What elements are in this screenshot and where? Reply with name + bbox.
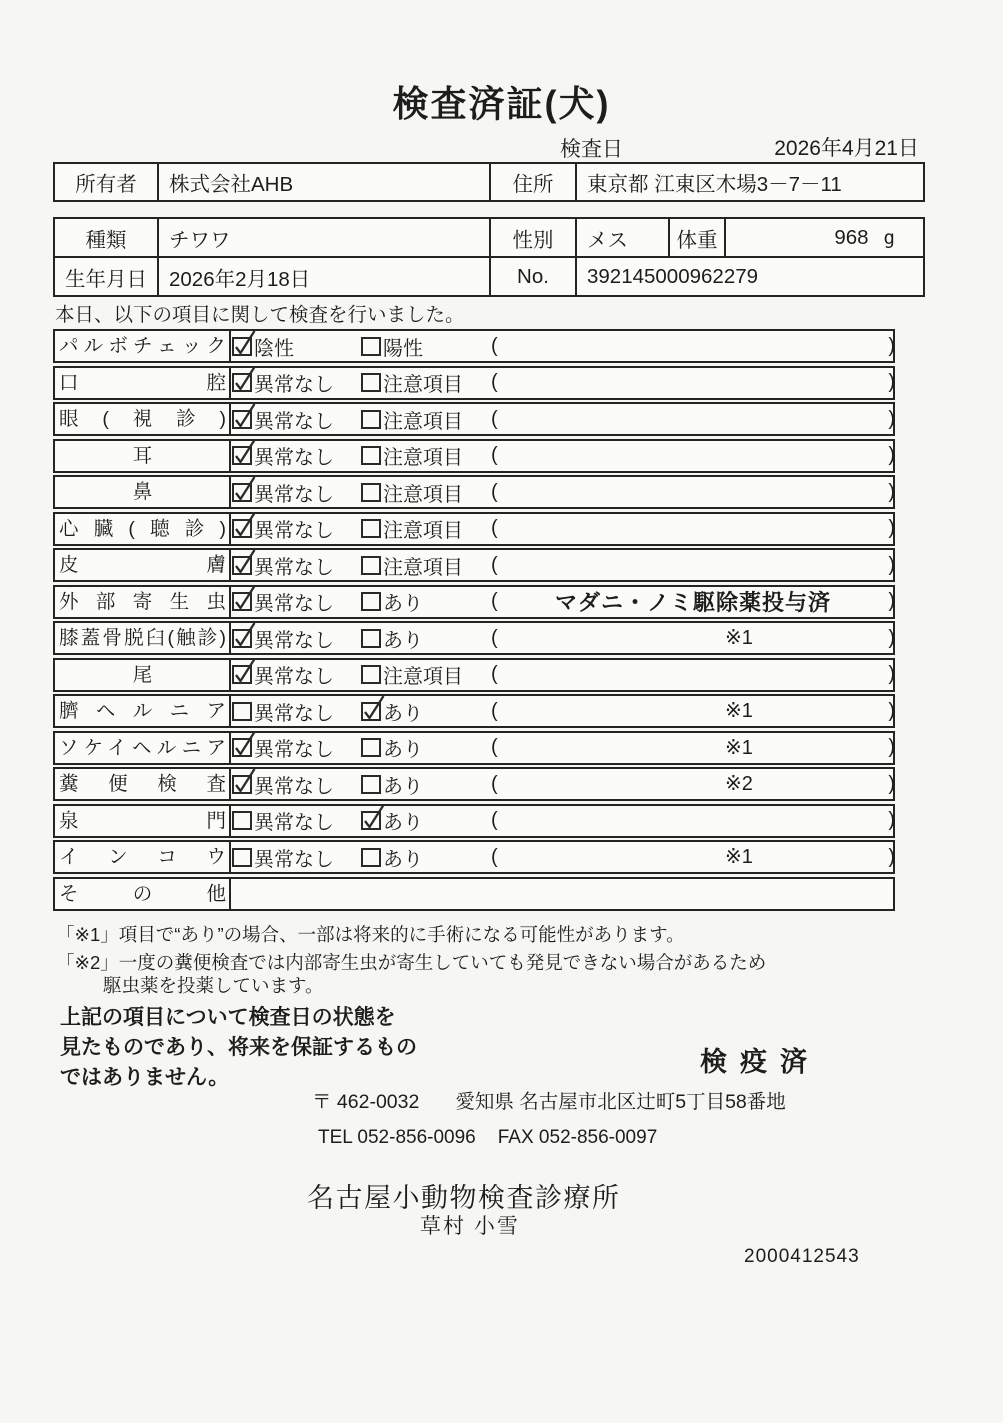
checklist-row-content (231, 404, 893, 434)
option-1 (232, 660, 334, 690)
remarks-field (491, 514, 895, 544)
checkbox-icon[interactable] (361, 848, 381, 867)
option-1-label: 異常なし (254, 483, 334, 506)
pet-table (53, 217, 925, 297)
checklist-row-content (231, 331, 893, 361)
checkbox-icon[interactable] (361, 592, 381, 611)
breed-label: 種類 (85, 228, 127, 252)
checklist-item-label: インコウ (55, 842, 231, 872)
weight-number: 968 (834, 225, 869, 249)
close-paren: ) (888, 553, 895, 576)
option-2-label: 注意項目 (383, 556, 463, 579)
option-1-label: 異常なし (254, 410, 334, 433)
check-mark-icon (231, 582, 258, 612)
breed-value: チワワ (157, 219, 489, 256)
checklist-row (53, 767, 895, 801)
checklist-item-label: 鼻 (55, 477, 231, 507)
option-1-label: 異常なし (254, 666, 334, 688)
weight-unit: g (883, 226, 895, 249)
address-value: 東京都 江東区木場3－7－11 (575, 164, 923, 200)
checkbox-icon[interactable] (232, 446, 252, 465)
open-paren: ( (491, 809, 498, 831)
checkbox-icon[interactable] (361, 483, 381, 502)
disclaimer-line-1: 上記の項目について検査日の状態を (60, 1006, 396, 1029)
open-paren: ( (491, 553, 498, 576)
checklist-row-content (231, 769, 893, 799)
option-1-label: 異常なし (254, 520, 334, 542)
clinic-address-line (312, 1086, 786, 1114)
check-mark-icon (231, 765, 258, 795)
checklist-item-label: 膝蓋骨脱臼(触診) (55, 623, 231, 653)
checkbox-icon[interactable] (232, 811, 252, 830)
checklist-item-label: 臍ヘルニア (55, 696, 231, 726)
inspection-date-label: 検査日 (560, 138, 623, 161)
checklist-row (53, 512, 895, 546)
owner-value: 株式会社AHB (157, 164, 489, 200)
pet-table-row-2 (55, 256, 923, 295)
checklist-row-content (231, 879, 893, 909)
address-label: 住所 (489, 164, 575, 200)
checkbox-icon[interactable] (361, 665, 381, 684)
veterinarian-name: 草村 小雪 (420, 1215, 520, 1238)
option-2-label: あり (383, 775, 423, 798)
checklist-row (53, 621, 895, 655)
clinic-address: 愛知県 名古屋市北区辻町5丁目58番地 (455, 1091, 786, 1113)
check-mark-icon (231, 728, 258, 758)
checklist-row-content (231, 368, 893, 398)
open-paren: ( (491, 772, 498, 795)
checkbox-icon[interactable] (361, 410, 381, 429)
option-1 (232, 368, 334, 398)
option-2-label: あり (383, 812, 423, 834)
close-paren: ) (888, 444, 895, 466)
checklist-row (53, 329, 895, 363)
postal-code: 〒 462-0032 (312, 1091, 420, 1113)
option-2 (361, 733, 423, 763)
option-1-label: 陰性 (254, 337, 294, 360)
option-1 (232, 331, 294, 361)
close-paren: ) (888, 626, 895, 649)
open-paren: ( (491, 444, 498, 466)
option-1-label: 異常なし (254, 812, 334, 834)
checklist-row-content (231, 441, 893, 471)
checklist-item-label: 泉門 (55, 806, 231, 836)
footnote-1: 「※1」項目で“あり”の場合、一部は将来的に手術になる可能性があります。 (56, 924, 685, 945)
option-2-label: あり (383, 848, 423, 871)
open-paren: ( (491, 663, 498, 685)
checklist-row (53, 658, 895, 692)
remarks-field (491, 368, 895, 398)
checkbox-icon[interactable] (361, 629, 381, 648)
option-2 (361, 550, 463, 580)
checkbox-icon[interactable] (232, 556, 252, 575)
checklist-row (53, 731, 895, 765)
check-mark-icon (231, 363, 258, 393)
option-1 (232, 842, 334, 872)
close-paren: ) (888, 699, 895, 722)
checklist-row (53, 877, 895, 911)
checkbox-icon[interactable] (232, 702, 252, 721)
option-1 (232, 441, 334, 471)
option-1-label: 異常なし (254, 593, 334, 615)
inspection-date-value: 2026年4月21日 (774, 137, 919, 160)
check-mark-icon (231, 619, 258, 649)
number-value: 392145000962279 (575, 258, 923, 295)
checklist-row (53, 840, 895, 874)
weight-value (724, 219, 923, 256)
checkbox-icon[interactable] (361, 738, 381, 757)
checklist-item-label: 皮膚 (55, 550, 231, 580)
checklist-row-content (231, 806, 893, 836)
checklist-row (53, 585, 895, 619)
remarks-field (491, 806, 895, 836)
option-2 (361, 441, 463, 471)
option-1 (232, 733, 334, 763)
clinic-tel: TEL 052-856-0096 (318, 1127, 476, 1148)
open-paren: ( (491, 590, 498, 612)
option-2-label: 注意項目 (383, 410, 463, 433)
option-2 (361, 806, 423, 836)
option-1 (232, 623, 334, 653)
option-2-label: 注意項目 (383, 447, 463, 469)
close-paren: ) (888, 809, 895, 831)
checkbox-icon[interactable] (361, 702, 381, 721)
option-2-label: 注意項目 (383, 520, 463, 542)
check-mark-icon (231, 400, 258, 430)
option-2-label: あり (383, 739, 423, 761)
checklist-row-content (231, 842, 893, 872)
checklist-row-content (231, 623, 893, 653)
option-1-label: 異常なし (254, 556, 334, 579)
option-2 (361, 477, 463, 507)
close-paren: ) (888, 517, 895, 539)
disclaimer-text (60, 1003, 417, 1093)
option-2 (361, 623, 423, 653)
check-mark-icon (231, 327, 258, 357)
checkbox-icon[interactable] (232, 592, 252, 611)
checkbox-icon[interactable] (361, 337, 381, 356)
checklist-row-content (231, 696, 893, 726)
option-2 (361, 514, 463, 544)
checklist-item-label: その他 (55, 879, 231, 909)
weight-label: 体重 (668, 219, 724, 256)
remarks-field (491, 404, 895, 434)
checkbox-icon[interactable] (232, 519, 252, 538)
check-mark-icon (231, 546, 258, 576)
checkbox-icon[interactable] (232, 665, 252, 684)
check-mark-icon (231, 655, 258, 685)
clinic-fax: FAX 052-856-0097 (497, 1127, 658, 1148)
owner-label: 所有者 (75, 173, 137, 196)
close-paren: ) (888, 371, 895, 393)
checkbox-icon[interactable] (361, 556, 381, 575)
checklist-item-label: 眼(視診) (55, 404, 231, 434)
close-paren: ) (888, 590, 895, 612)
open-paren: ( (491, 699, 498, 722)
option-1-label: 異常なし (254, 702, 334, 725)
close-paren: ) (888, 736, 895, 758)
open-paren: ( (491, 517, 498, 539)
disclaimer-line-2: 見たものであり、将来を保証するもの (60, 1036, 417, 1059)
option-1-label: 異常なし (254, 739, 334, 761)
close-paren: ) (888, 772, 895, 795)
check-mark-icon (360, 801, 387, 831)
page-title: 検査済証(犬) (392, 83, 611, 124)
option-2-label: あり (383, 629, 423, 652)
check-mark-icon (360, 692, 387, 722)
checkbox-icon[interactable] (232, 848, 252, 867)
option-2 (361, 587, 423, 617)
checklist-row (53, 402, 895, 436)
remarks-text: マダニ・ノミ駆除薬投与済 (554, 590, 831, 615)
checkbox-icon[interactable] (361, 775, 381, 794)
checkbox-icon[interactable] (232, 373, 252, 392)
checklist-item-label: 心臓(聴診) (55, 514, 231, 544)
option-1 (232, 477, 334, 507)
option-1 (232, 806, 334, 836)
checkbox-icon[interactable] (361, 373, 381, 392)
checklist-row-content (231, 660, 893, 690)
remarks-field (491, 587, 895, 617)
option-1 (232, 514, 334, 544)
close-paren: ) (888, 334, 895, 357)
remarks-field (491, 477, 895, 507)
option-1 (232, 696, 334, 726)
disclaimer-line-3: ではありません。 (60, 1066, 230, 1089)
close-paren: ) (888, 480, 895, 503)
checklist (53, 329, 895, 913)
serial-number: 2000412543 (744, 1246, 860, 1267)
remarks-field (491, 623, 895, 653)
owner-table (53, 162, 925, 202)
checklist-item-label: 耳 (55, 441, 231, 471)
close-paren: ) (888, 663, 895, 685)
option-2-label: 注意項目 (383, 483, 463, 506)
checkbox-icon[interactable] (361, 446, 381, 465)
checklist-row-content (231, 550, 893, 580)
remarks-field (491, 696, 895, 726)
check-mark-icon (231, 509, 258, 539)
checkbox-icon[interactable] (232, 738, 252, 757)
checkbox-icon[interactable] (232, 629, 252, 648)
intro-text: 本日、以下の項目に関して検査を行いました。 (55, 304, 465, 326)
remarks-field (491, 842, 895, 872)
checklist-row (53, 366, 895, 400)
option-2-label: 注意項目 (383, 666, 463, 688)
remarks-field (491, 660, 895, 690)
reference-mark: ※1 (725, 700, 753, 722)
clinic-contact-line (318, 1127, 657, 1149)
reference-mark: ※1 (725, 627, 753, 649)
option-2 (361, 769, 423, 799)
reference-mark: ※2 (725, 773, 753, 795)
clinic-name: 名古屋小動物検査診療所 (307, 1183, 621, 1213)
number-label: No. (489, 258, 575, 295)
checklist-item-label: ソケイヘルニア (55, 733, 231, 763)
checklist-row-content (231, 587, 893, 617)
option-2 (361, 368, 463, 398)
close-paren: ) (888, 407, 895, 430)
checkbox-icon[interactable] (232, 775, 252, 794)
checkbox-icon[interactable] (361, 519, 381, 538)
checkbox-icon[interactable] (232, 410, 252, 429)
checklist-item-label: 口腔 (55, 368, 231, 398)
sex-label: 性別 (489, 219, 575, 256)
open-paren: ( (491, 626, 498, 649)
option-2 (361, 696, 423, 726)
open-paren: ( (491, 407, 498, 430)
option-1-label: 異常なし (254, 374, 334, 396)
pet-table-row-1 (55, 219, 923, 256)
checkbox-icon[interactable] (232, 337, 252, 356)
option-1 (232, 404, 334, 434)
option-2-label: 注意項目 (383, 374, 463, 396)
open-paren: ( (491, 334, 498, 357)
checklist-row (53, 804, 895, 838)
checklist-row (53, 439, 895, 473)
sex-value: メス (575, 219, 668, 256)
footnote-2: 「※2」一度の糞便検査では内部寄生虫が寄生していても発見できない場合があるため (56, 952, 767, 973)
option-1-label: 異常なし (254, 848, 334, 871)
open-paren: ( (491, 845, 498, 868)
option-1 (232, 587, 334, 617)
option-2 (361, 404, 463, 434)
option-2 (361, 331, 423, 361)
birthdate-label: 生年月日 (65, 267, 147, 291)
option-1 (232, 769, 334, 799)
checklist-row-content (231, 477, 893, 507)
remarks-field (491, 733, 895, 763)
reference-mark: ※1 (725, 846, 753, 868)
birthdate-value: 2026年2月18日 (157, 258, 489, 295)
check-mark-icon (231, 436, 258, 466)
checklist-row-content (231, 733, 893, 763)
option-1-label: 異常なし (254, 447, 334, 469)
option-2-label: あり (383, 702, 423, 725)
open-paren: ( (491, 736, 498, 758)
remarks-field (491, 550, 895, 580)
check-mark-icon (231, 473, 258, 503)
option-2 (361, 842, 423, 872)
checklist-item-label: 尾 (55, 660, 231, 690)
option-1-label: 異常なし (254, 629, 334, 652)
checklist-item-label: パルボチェック (55, 331, 231, 361)
remarks-field (491, 769, 895, 799)
checklist-item-label: 外部寄生虫 (55, 587, 231, 617)
remarks-field (491, 331, 895, 361)
option-2-label: 陽性 (383, 337, 423, 360)
checklist-row (53, 475, 895, 509)
reference-mark: ※1 (725, 736, 753, 759)
open-paren: ( (491, 480, 498, 503)
remarks-field (491, 441, 895, 471)
checklist-row (53, 548, 895, 582)
option-2 (361, 660, 463, 690)
checklist-row-content (231, 514, 893, 544)
option-1 (232, 550, 334, 580)
checklist-row (53, 694, 895, 728)
checklist-item-label: 糞便検査 (55, 769, 231, 799)
checkbox-icon[interactable] (361, 811, 381, 830)
option-1-label: 異常なし (254, 775, 334, 798)
checkbox-icon[interactable] (232, 483, 252, 502)
quarantine-stamp: 検疫済 (700, 1047, 820, 1077)
close-paren: ) (888, 845, 895, 868)
footnote-2-continued: 駆虫薬を投薬しています。 (103, 975, 324, 996)
option-2-label: あり (383, 593, 423, 615)
open-paren: ( (491, 371, 498, 393)
